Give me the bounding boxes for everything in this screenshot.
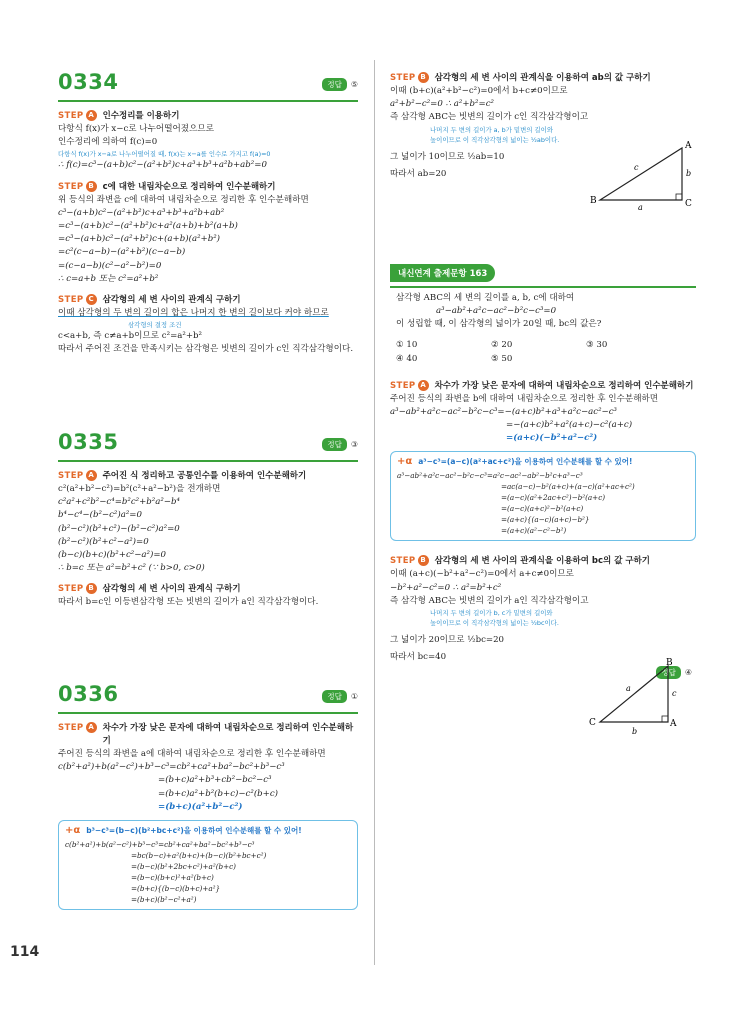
plus-alpha-box: [58, 820, 358, 910]
text-line: 위 등식의 좌변을 c에 대하여 내림차순으로 정리한 후 인수분해하면: [58, 194, 309, 205]
answer: [322, 78, 358, 91]
step-b: [390, 72, 696, 85]
step-label: STEP: [390, 73, 416, 83]
step-title: c에 대한 내림차순으로 정리하여 인수분해하기: [102, 181, 276, 192]
text-line: c<a+b, 즉 c≠a+b이므로 c²=a²+b²: [58, 331, 202, 342]
step-letter: B: [86, 181, 97, 192]
side-a-label: a: [638, 203, 643, 212]
hint: 다항식 f(x)가 x−a로 나누어떨어질 때, f(x)는 x−a를 인수로 가지고 f(a)=0: [58, 150, 271, 159]
hint: 나머지 두 변의 길이가 a, b가 밑변의 길이와: [430, 125, 553, 134]
vertex-a-label: A: [685, 141, 692, 151]
text-line: 즉 삼각형 ABC는 빗변의 길이가 c인 직각삼각형이고: [390, 112, 589, 123]
text-line: 이때 (b+c)(a²+b²−c²)=0에서 b+c≠0이므로: [390, 86, 568, 96]
step-title: 차수가 가장 낮은 문자에 대하여 내림차순으로 정리하여 인수분해하기: [102, 723, 354, 746]
step-label: STEP: [58, 471, 84, 481]
plus-alpha-title: a³−c³=(a−c)(a²+ac+c²)을 이용하여 인수분해를 할 수 있어!: [418, 457, 633, 467]
choices: [396, 338, 696, 366]
text-line: 그 넓이가 20이므로 ½bc=20: [390, 635, 505, 646]
equation: =(c−a−b)(c²−a²−b²)=0: [58, 260, 162, 271]
side-b-label: b: [632, 727, 638, 736]
step-title: 차수가 가장 낮은 문자에 대하여 내림차순으로 정리하여 인수분해하기: [434, 380, 694, 391]
step-label: STEP: [390, 556, 416, 567]
problem-0334: [58, 68, 358, 357]
answer-tag: 정답: [322, 438, 347, 451]
linked-problem-163: [390, 262, 696, 736]
hint: 높이이므로 이 직각삼각형의 넓이는 ½ab이다.: [430, 135, 560, 144]
equation: (b−c)(b+c)(b²+c²−a²)=0: [58, 550, 166, 561]
hint: 높이이므로 이 직각삼각형의 넓이는 ½bc이다.: [430, 619, 559, 628]
choice-5[interactable]: ⑤ 50: [491, 353, 513, 364]
step-a: [58, 110, 358, 123]
equation: −b²+a²−c²=0 ∴ a²=b²+c²: [390, 582, 502, 593]
answer-tag: 정답: [322, 78, 347, 91]
vertex-c-label: C: [589, 718, 596, 728]
answer-value: ①: [350, 692, 358, 701]
text-line: c²(a²+b²−c²)=b²(c²+a²−b²)을 전개하면: [58, 484, 221, 494]
equation: a²+b²−c²=0 ∴ a²+b²=c²: [390, 99, 494, 110]
equation: =(a−c)(a+c)²−b²(a+c): [501, 504, 584, 514]
text-line: 따라서 ab=20: [390, 168, 447, 179]
step-label: STEP: [58, 723, 84, 733]
side-b-label: b: [686, 169, 692, 178]
problem-number: 0336: [58, 682, 119, 706]
equation: b⁴−c⁴−(b²−c²)a²=0: [58, 510, 142, 521]
plus-alpha-icon: +α: [397, 456, 413, 468]
equation: ∴ f(c)=c³−(a+b)c²−(a²+b²)c+a³+b³+a²b+ab²=0: [58, 160, 267, 171]
equation: =(b+c){(b−c)(b+c)+a²}: [131, 884, 221, 894]
text-line: 다항식 f(x)가 x−c로 나누어떨어졌으므로: [58, 124, 215, 134]
step-b: [58, 181, 358, 194]
step-letter: A: [418, 380, 429, 391]
choice-2[interactable]: ② 20: [491, 339, 513, 350]
step-letter: A: [86, 470, 97, 481]
step-title: 삼각형의 세 변 사이의 관계식 구하기: [102, 295, 241, 306]
step-label: STEP: [390, 380, 416, 391]
step-title: 삼각형의 세 변 사이의 관계식 구하기: [102, 584, 241, 595]
equation: =c³−(a+b)c²−(a²+b²)c+a²(a+b)+b²(a+b): [58, 221, 238, 232]
linked-tag: 내신연계 출제문항 163: [390, 264, 495, 282]
problem-header: [58, 68, 358, 102]
side-a-label: a: [626, 684, 631, 693]
text-line: 즉 삼각형 ABC는 빗변의 길이가 a인 직각삼각형이고: [390, 595, 589, 606]
problem-number: 0335: [58, 430, 119, 454]
choice-3[interactable]: ③ 30: [586, 339, 608, 350]
plus-alpha-title: b³−c³=(b−c)(b²+bc+c²)을 이용하여 인수분해를 할 수 있어!: [86, 826, 302, 836]
step-letter: B: [86, 583, 97, 594]
step-letter: A: [86, 110, 97, 121]
equation-result: =(b+c)(a²+b²−c²): [158, 801, 243, 812]
text-line: 이때 삼각형의 두 변의 길이의 합은 나머지 한 변의 길이보다 커야 하므로: [58, 308, 329, 319]
plus-alpha-box: [390, 451, 696, 541]
problem-header: [58, 428, 358, 462]
answer-value: ④: [684, 668, 692, 678]
step-a: [390, 380, 696, 393]
step-c: [58, 294, 358, 307]
equation: =(a+c)(a²−c²−b²): [501, 526, 567, 536]
equation: =(a−c)(a²+2ac+c²)−b²(a+c): [501, 493, 606, 503]
equation: =c³−(a+b)c²−(a²+b²)c+(a+b)(a²+b²): [58, 234, 221, 245]
answer-tag: 정답: [656, 666, 681, 679]
plus-alpha-icon: +α: [65, 825, 81, 837]
problem-0335: [58, 428, 358, 610]
text-line: 인수정리에 의하여 f(c)=0: [58, 137, 158, 148]
step-letter: B: [418, 72, 429, 83]
side-c-label: c: [672, 689, 677, 698]
triangle-diagram: [590, 140, 700, 212]
step-a: [58, 722, 358, 748]
step-label: STEP: [58, 295, 84, 306]
problem-0336-continued: [390, 72, 696, 212]
equation: =(b+c)(b²−c²+a²): [131, 895, 197, 905]
problem-header: [58, 680, 358, 714]
hint: 삼각형의 결정 조건: [128, 321, 182, 330]
vertex-a-label: A: [670, 719, 677, 729]
equation: =−(a+c)b²+a²(a+c)−c²(a+c): [506, 420, 633, 431]
equation: c²a²+c²b²−c⁴=b²c²+b²a²−b⁴: [58, 497, 180, 508]
choice-4[interactable]: ④ 40: [396, 353, 418, 364]
equation: (b²−c²)(b²+c²−a²)=0: [58, 536, 149, 547]
triangle-diagram-2: [586, 658, 696, 738]
text-line: 따라서 b=c인 이등변삼각형 또는 빗변의 길이가 a인 직각삼각형이다.: [58, 597, 319, 608]
problem-0336: [58, 680, 358, 910]
step-b: [390, 555, 696, 568]
equation: =(b−c)(b²+2bc+c²)+a²(b+c): [131, 862, 236, 872]
equation: =c²(c−a−b)−(a²+b²)(c−a−b): [58, 247, 186, 258]
question-line: 삼각형 ABC의 세 변의 길이를 a, b, c에 대하여: [396, 293, 575, 303]
step-title: 삼각형의 세 변 사이의 관계식을 이용하여 bc의 값 구하기: [434, 556, 651, 567]
equation: =(a+c){(a−c)(a+c)−b²}: [501, 515, 590, 525]
equation: =(b+c)a²+b³+cb²−bc²−c³: [158, 775, 272, 786]
plus-alpha-header: [65, 825, 351, 836]
equation-result: =(a+c)(−b²+a²−c²): [506, 433, 598, 444]
step-a: [58, 470, 358, 483]
problem-number: 0334: [58, 70, 119, 94]
text-line: 이때 (a+c)(−b²+a²−c²)=0에서 a+c≠0이므로: [390, 569, 574, 580]
equation: c³−(a+b)c²−(a²+b²)c+a³+b³+a²b+ab²: [58, 207, 225, 218]
step-title: 삼각형의 세 변 사이의 관계식을 이용하여 ab의 값 구하기: [434, 73, 651, 83]
question-line: 이 성립할 때, 이 삼각형의 넓이가 20일 때, bc의 값은?: [396, 319, 602, 330]
equation: c(b²+a²)+b(a²−c²)+b³−c³=cb²+ca²+ba²−bc²+b³−c³: [65, 840, 255, 850]
vertex-b-label: B: [666, 658, 673, 668]
equation: (b²−c²)(b²+c²)−(b²−c²)a²=0: [58, 523, 180, 534]
linked-tag-line: [390, 264, 696, 286]
equation: ∴ b=c 또는 a²=b²+c² (∵ b>0, c>0): [58, 563, 205, 574]
text-line: 그 넓이가 10이므로 ½ab=10: [390, 151, 505, 162]
column-divider: [374, 60, 375, 965]
answer: [322, 690, 358, 703]
vertex-b-label: B: [590, 196, 597, 206]
answer-value: ③: [350, 440, 358, 449]
equation: =ac(a−c)−b²(a+c)+(a−c)(a²+ac+c²): [501, 482, 635, 492]
step-letter: A: [86, 722, 97, 733]
page-number: 114: [10, 944, 40, 960]
equation: =(b+c)a²+b²(b+c)−c²(b+c): [158, 788, 279, 799]
hint: 나머지 두 변의 길이가 b, c가 밑변의 길이와: [430, 609, 553, 618]
equation: =(b−c)(b+c)²+a²(b+c): [131, 873, 214, 883]
plus-alpha-header: [397, 456, 689, 467]
answer-tag: 정답: [322, 690, 347, 703]
equation: a³−ab²+a²c−ac²−b²c−c³=a²c−ac²−ab²−b²c+a³−c³: [397, 471, 583, 481]
side-c-label: c: [634, 163, 639, 172]
equation: c(b²+a²)+b(a²−c²)+b³−c³=cb²+ca²+ba²−bc²+b³−c³: [58, 762, 285, 773]
step-label: STEP: [58, 111, 84, 121]
step-title: 주어진 식 정리하고 공통인수를 이용하여 인수분해하기: [102, 471, 307, 481]
text-line: 따라서 bc=40: [390, 652, 447, 663]
text-line: 주어진 등식의 좌변을 b에 대하여 내림차순으로 정리한 후 인수분해하면: [390, 393, 659, 404]
equation: a³−ab²+a²c−ac²−b²c−c³=−(a+c)b²+a³+a²c−ac²−c³: [390, 406, 618, 417]
vertex-c-label: C: [685, 199, 692, 209]
step-label: STEP: [58, 181, 84, 192]
choice-1[interactable]: ① 10: [396, 339, 418, 350]
tag-rule: [390, 286, 696, 288]
step-title: 인수정리를 이용하기: [102, 111, 180, 121]
text-line: 따라서 주어진 조건을 만족시키는 삼각형은 빗변의 길이가 c인 직각삼각형이다.: [58, 344, 354, 355]
answer: [322, 438, 358, 451]
step-b: [58, 583, 358, 596]
step-letter: B: [418, 555, 429, 566]
question-equation: a³−ab²+a²c−ac²−b²c−c³=0: [436, 306, 557, 317]
equation: ∴ c=a+b 또는 c²=a²+b²: [58, 273, 159, 284]
step-label: STEP: [58, 584, 84, 595]
step-letter: C: [86, 294, 97, 305]
answer-value: ⑤: [350, 80, 358, 89]
text-line: 주어진 등식의 좌변을 a에 대하여 내림차순으로 정리한 후 인수분해하면: [58, 749, 326, 759]
equation: =bc(b−c)+a²(b+c)+(b−c)(b²+bc+c²): [131, 851, 267, 861]
